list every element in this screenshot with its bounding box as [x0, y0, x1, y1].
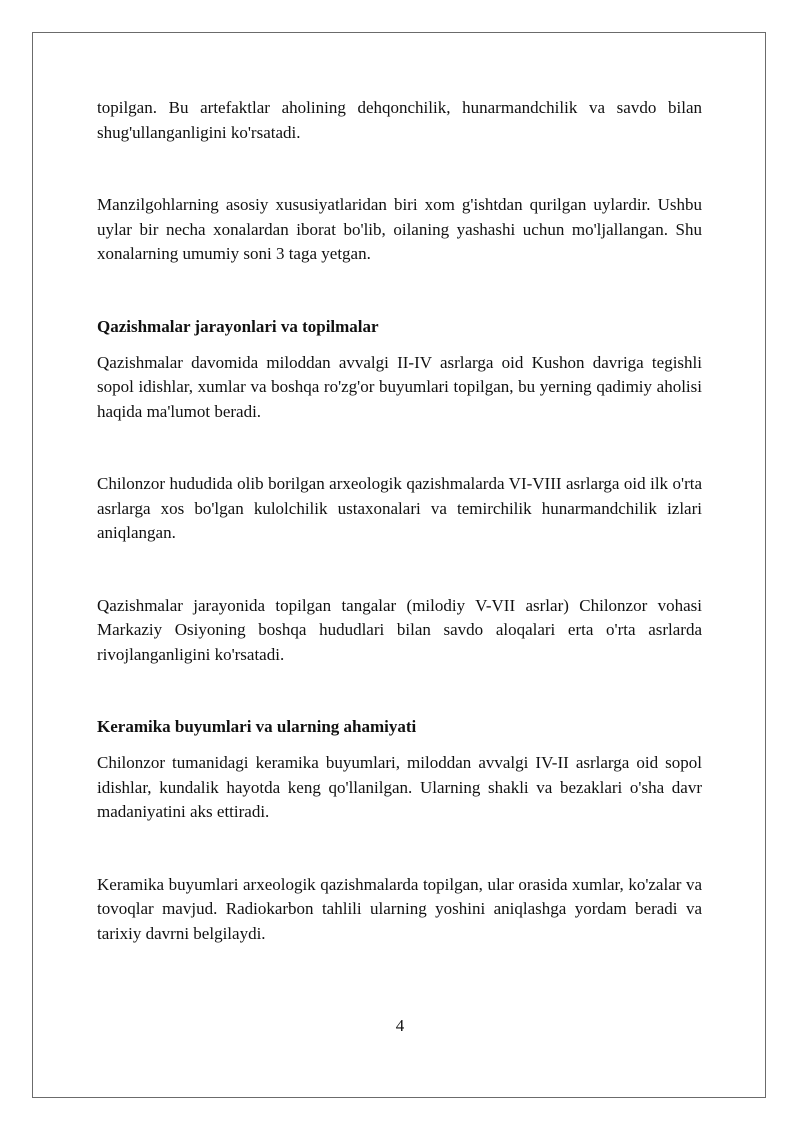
section-heading: Keramika buyumlari va ularning ahamiyati	[97, 717, 417, 736]
paragraph: Qazishmalar jarayonida topilgan tangalar (milodiy V-VII asrlar) Chilonzor vohasi Markaziy Osiyoning boshqa hududlari bilan savdo aloqalari erta o'rta asrlarda rivojlanganligini ko'rsatadi.	[97, 595, 702, 664]
paragraph: Manzilgohlarning asosiy xususiyatlaridan biri xom g'ishtdan qurilgan uylardir. Ushbu uylar bir necha xonalardan iborat bo'lib, oilaning yashashi uchun mo'ljallangan. Shu xonalarning umumiy soni 3 taga yetgan.	[97, 195, 702, 263]
paragraph: Chilonzor tumanidagi keramika buyumlari, miloddan avvalgi IV-II asrlarga oid sopol idishlar, kundalik hayotda keng qo'llanilgan. Ularning shakli va bezaklari o'sha davr madaniyatini aks ettiradi.	[97, 753, 702, 821]
paragraph: Chilonzor hududida olib borilgan arxeologik qazishmalarda VI-VIII asrlarga oid ilk o'rta asrlarga xos bo'lgan kulolchilik ustaxonalari va temirchilik hunarmandchilik izlari aniqlangan.	[97, 474, 702, 542]
section-heading: Qazishmalar jarayonlari va topilmalar	[97, 316, 379, 336]
document-body	[97, 96, 702, 946]
paragraph: topilgan. Bu artefaktlar aholining dehqonchilik, hunarmandchilik va savdo bilan shug'ullanganligini ko'rsatadi.	[97, 98, 702, 142]
paragraph: Keramika buyumlari arxeologik qazishmalarda topilgan, ular orasida xumlar, ko'zalar va tovoqlar mavjud. Radiokarbon tahlili ularning yoshini aniqlashga yordam beradi va tarixiy davrni belgilaydi.	[97, 874, 702, 943]
paragraph: Qazishmalar davomida miloddan avvalgi II-IV asrlarga oid Kushon davriga tegishli sopol idishlar, xumlar va boshqa ro'zg'or buyumlari topilgan, bu yerning qadimiy aholisi haqida ma'lumot beradi.	[97, 352, 702, 421]
page-number: 4	[395, 1016, 405, 1035]
